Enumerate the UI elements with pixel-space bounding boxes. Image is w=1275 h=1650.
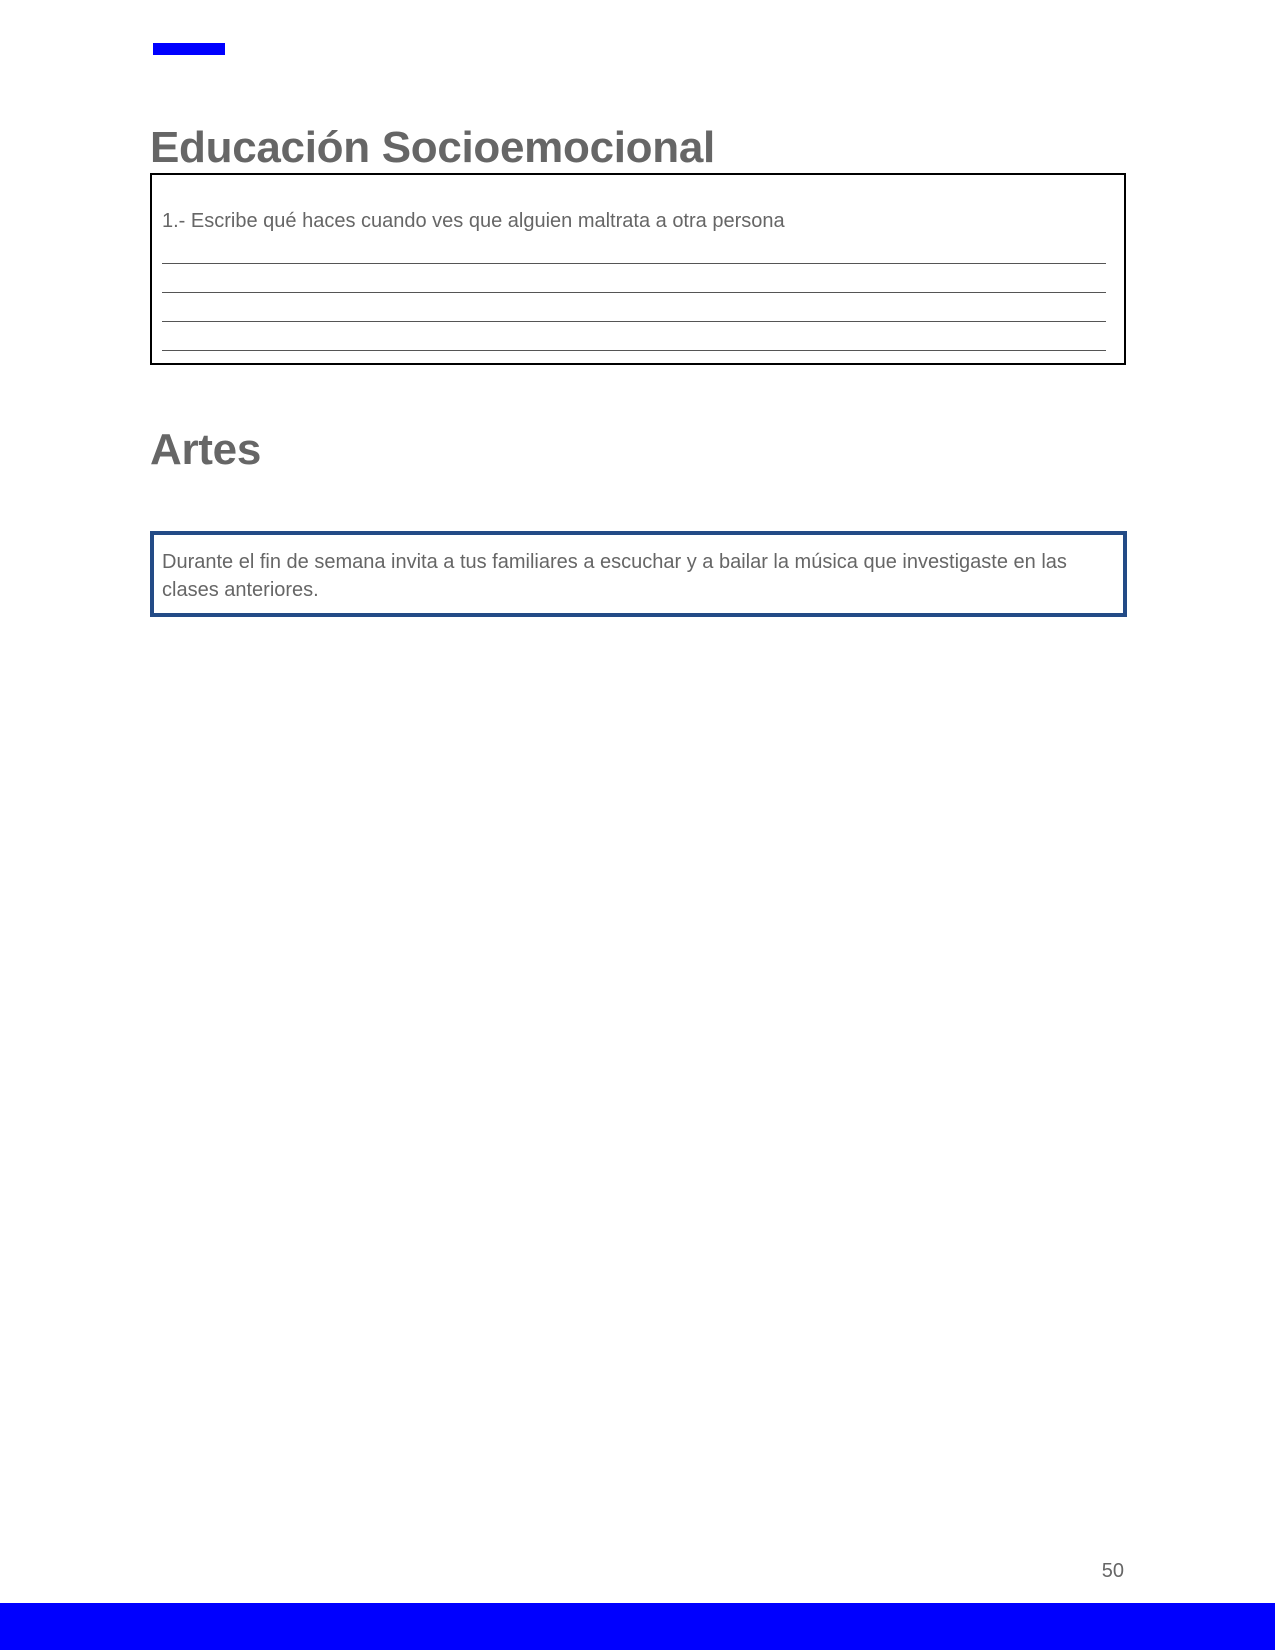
answer-line[interactable] <box>162 350 1106 351</box>
top-accent-bar <box>153 43 225 55</box>
answer-line[interactable] <box>162 263 1106 264</box>
answer-line[interactable] <box>162 321 1106 322</box>
question-text: 1.- Escribe qué haces cuando ves que alguien maltrata a otra persona <box>162 210 785 232</box>
instruction-text: Durante el fin de semana invita a tus familiares a escuchar y a bailar la música que investigaste en las clases anteriores. <box>162 551 1067 601</box>
instruction-box <box>150 531 1127 617</box>
answer-line[interactable] <box>162 292 1106 293</box>
page-number: 50 <box>1101 1560 1124 1582</box>
section-title-artes: Artes <box>150 425 261 474</box>
bottom-band <box>0 1603 1275 1650</box>
question-box <box>150 173 1126 365</box>
section-title-socioemocional: Educación Socioemocional <box>150 123 715 172</box>
